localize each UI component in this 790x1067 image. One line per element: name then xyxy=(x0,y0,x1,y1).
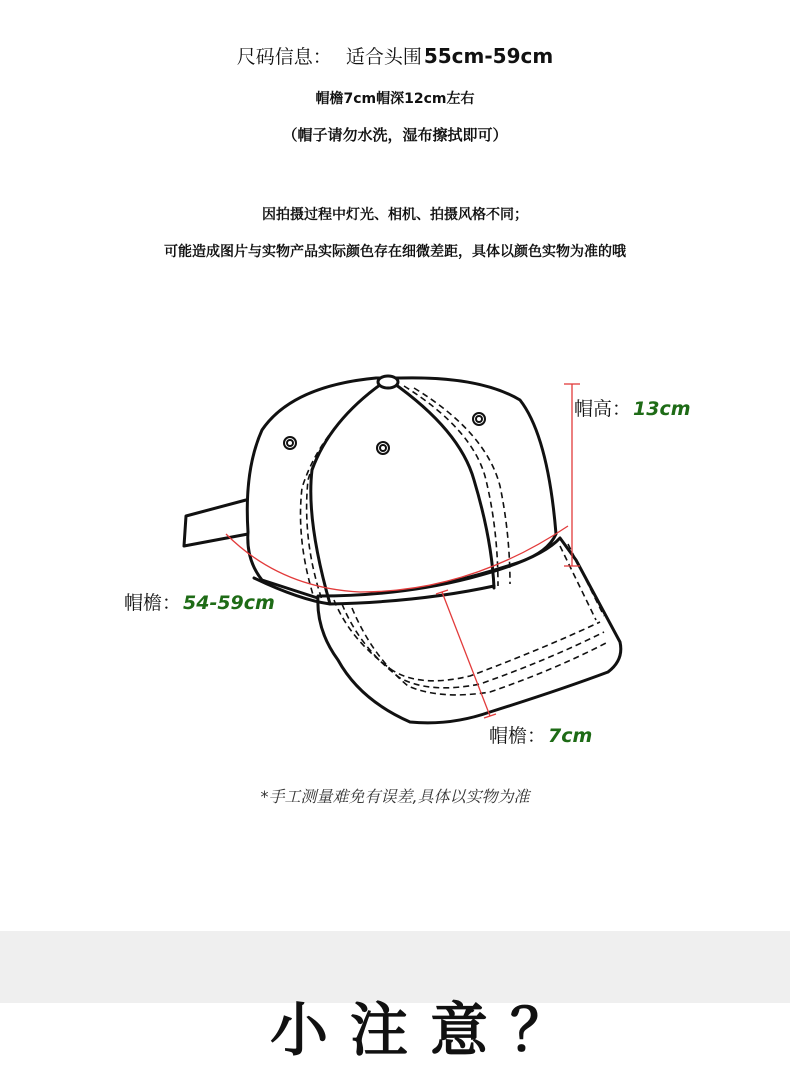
cap-height-text: 帽高： xyxy=(574,398,632,420)
cap-button xyxy=(378,376,398,388)
dimensions-text: 帽檐7cm帽深12cm左右 xyxy=(315,91,475,107)
measurement-disclaimer: *手工测量难免有误差,具体以实物为准 xyxy=(260,787,530,806)
fit-value: 55cm-59cm xyxy=(423,44,554,68)
cap-height-value: 13cm xyxy=(633,398,691,420)
baseball-cap-icon xyxy=(184,376,621,723)
fit-label: 适合头围 xyxy=(345,46,422,68)
cap-height-label xyxy=(574,394,691,421)
cap-diagram xyxy=(0,290,790,760)
next-section-heading: 小注意？ xyxy=(270,996,591,1064)
size-info-title xyxy=(0,42,790,69)
cap-brim-value: 7cm xyxy=(548,725,593,747)
cap-circumference-text: 帽檐： xyxy=(124,592,182,614)
next-section-band xyxy=(0,931,790,1064)
cap-brim-label xyxy=(489,721,592,748)
care-instruction: （帽子请勿水洗，湿布擦拭即可） xyxy=(282,126,508,144)
size-info-label: 尺码信息： xyxy=(236,46,332,68)
cap-circumference-value: 54-59cm xyxy=(183,592,275,614)
cap-brim-text: 帽檐： xyxy=(489,725,547,747)
color-notice-line-1: 因拍摄过程中灯光、相机、拍摄风格不同； xyxy=(262,207,528,223)
color-notice-line-2: 可能造成图片与实物产品实际颜色存在细微差距，具体以颜色实物为准的哦 xyxy=(164,244,626,260)
cap-strap xyxy=(184,500,248,546)
cap-circumference-label xyxy=(124,588,275,615)
